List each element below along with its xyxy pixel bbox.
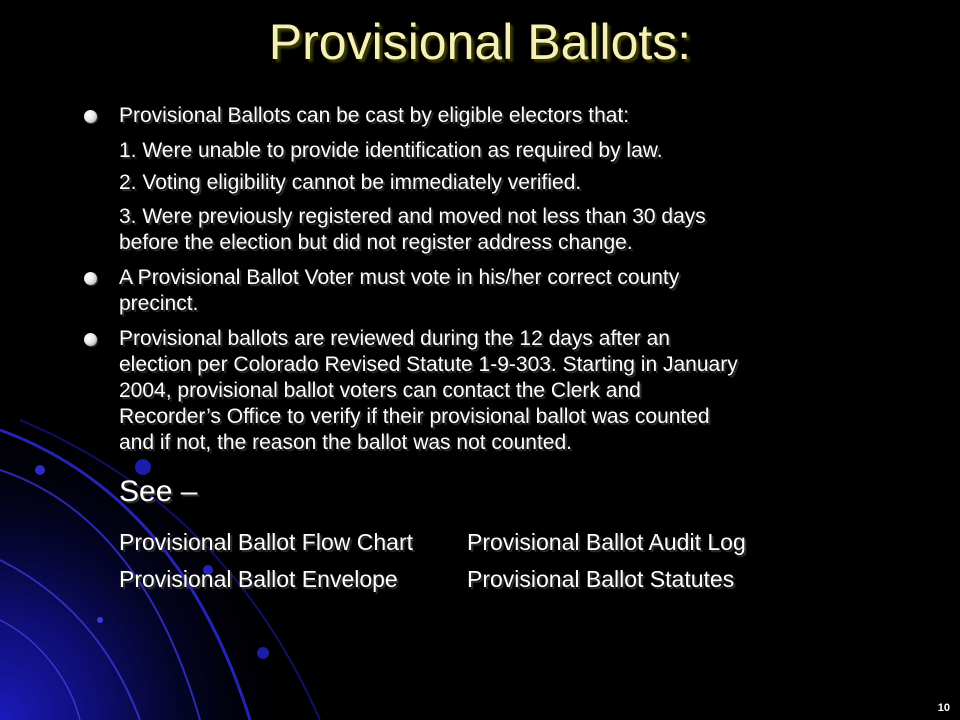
slide-title: Provisional Ballots:: [268, 14, 692, 70]
bullet-dot-icon: [84, 110, 97, 123]
sub-item-2-line-1: 2. Voting eligibility cannot be immediately verified.: [119, 171, 582, 194]
page-number: 10: [937, 702, 950, 714]
bullet-3-line-3: 2004, provisional ballot voters can contact the Clerk and: [119, 379, 641, 402]
bullet-1-line-1: Provisional Ballots can be cast by eligible electors that:: [119, 104, 630, 127]
bullet-2-line-1: A Provisional Ballot Voter must vote in his/her correct county: [119, 266, 680, 289]
bullet-3-line-4: Recorder’s Office to verify if their provisional ballot was counted: [119, 405, 710, 428]
bullet-3-line-1: Provisional ballots are reviewed during the 12 days after an: [119, 327, 670, 350]
reference-audit-log[interactable]: Provisional Ballot Audit Log: [467, 529, 746, 555]
sub-item-3-line-1: 3. Were previously registered and moved not less than 30 days: [119, 205, 706, 228]
sub-item-1-line-1: 1. Were unable to provide identification as required by law.: [119, 139, 663, 162]
bullet-3-line-5: and if not, the reason the ballot was not counted.: [119, 431, 572, 454]
reference-envelope[interactable]: Provisional Ballot Envelope: [119, 566, 398, 592]
bullet-3-line-2: election per Colorado Revised Statute 1-9-303. Starting in January: [119, 353, 738, 376]
bullet-dot-icon: [84, 272, 97, 285]
reference-statutes[interactable]: Provisional Ballot Statutes: [467, 566, 735, 592]
bullet-dot-icon: [84, 333, 97, 346]
bullet-2-line-2: precinct.: [119, 292, 199, 315]
see-label: See –: [119, 475, 198, 508]
reference-flow-chart[interactable]: Provisional Ballot Flow Chart: [119, 529, 414, 555]
sub-item-3-line-2: before the election but did not register address change.: [119, 231, 633, 254]
